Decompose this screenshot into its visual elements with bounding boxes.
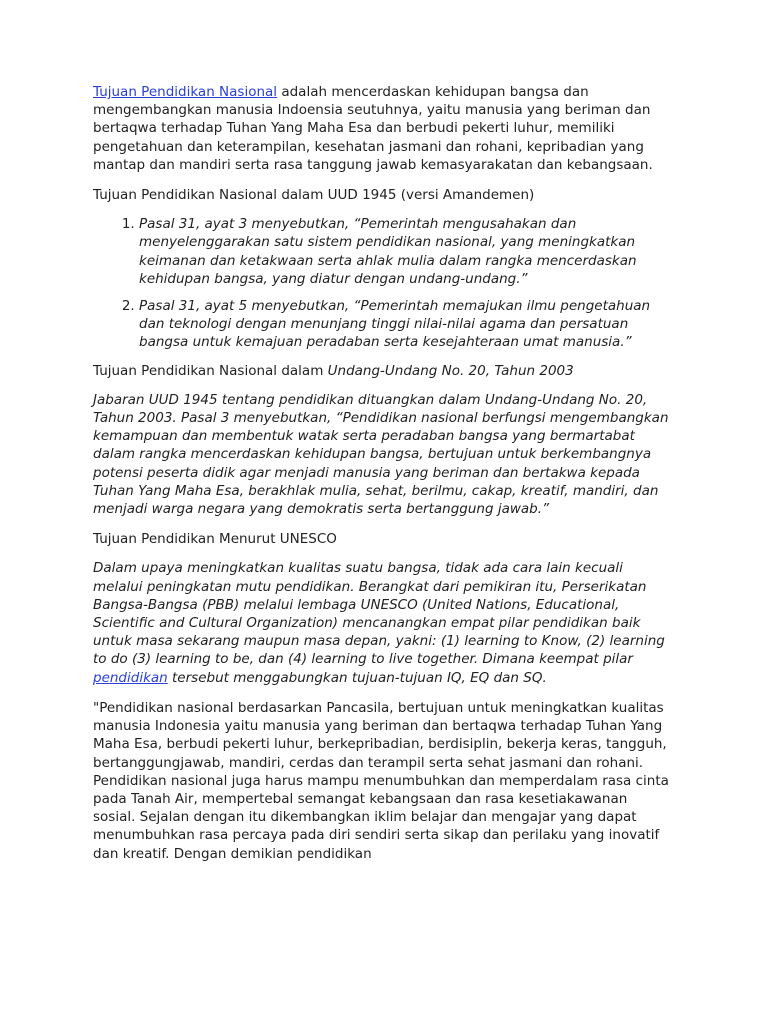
unesco-paragraph	[93, 559, 673, 686]
pasal-list	[93, 215, 673, 351]
tujuan-pendidikan-nasional-link[interactable]: Tujuan Pendidikan Nasional	[93, 84, 278, 100]
heading-uu-italic: Undang-Undang No. 20, Tahun 2003	[327, 362, 574, 379]
heading-uu-2003	[93, 362, 673, 380]
heading-unesco: Tujuan Pendidikan Menurut UNESCO	[93, 531, 337, 548]
intro-paragraph	[93, 83, 673, 174]
intro-text: adalah mencerdaskan kehidupan bangsa dan mengembangkan manusia Indoensia seutuhnya, yaitu manusia yang beriman dan bertaqwa terhadap Tuhan Yang Maha Esa dan berbudi pekerti luhur, memiliki pengetahuan dan keterampilan, kesehatan jasmani dan rohani, kepribadian yang mantap dan mandiri serta rasa tanggung jawab kemasyarakatan dan kebangsaan.	[93, 84, 653, 173]
closing-paragraph: "Pendidikan nasional berdasarkan Pancasila, bertujuan untuk meningkatkan kualitas manusia Indonesia yaitu manusia yang beriman dan bertaqwa terhadap Tuhan Yang Maha Esa, berbudi pekerti luhur, berkepribadian, berdisiplin, bekerja keras, tangguh, bertanggungjawab, mandiri, cerdas dan terampil serta sehat jasmani dan rohani. Pendidikan nasional juga harus mampu menumbuhkan dan memperdalam rasa cinta pada Tanah Air, mempertebal semangat kebangsaan dan rasa kesetiakawanan sosial. Sejalan dengan itu dikembangkan iklim belajar dan mengajar yang dapat menumbuhkan rasa percaya pada diri sendiri serta sikap dan perilaku yang inovatif dan kreatif. Dengan demikian pendidikan	[93, 699, 669, 862]
list-item: 2. Pasal 31, ayat 5 menyebutkan, “Pemerintah memajukan ilmu pengetahuan dan teknologi dengan menunjang tinggi nilai-nilai agama dan persatuan bangsa untuk kemajuan peradaban serta kesejahteraan umat manusia.”	[139, 297, 673, 352]
unesco-text-after: tersebut menggabungkan tujuan-tujuan IQ, EQ dan SQ.	[167, 669, 547, 686]
heading-uud-1945: Tujuan Pendidikan Nasional dalam UUD 1945 (versi Amandemen)	[93, 187, 535, 204]
list-item: 1. Pasal 31, ayat 3 menyebutkan, “Pemerintah mengusahakan dan menyelenggarakan satu sistem pendidikan nasional, yang meningkatkan keimanan dan ketakwaan serta ahlak mulia dalam rangka mencerdaskan kehidupan bangsa, yang diatur dengan undang-undang.”	[139, 215, 673, 288]
heading-uu-prefix: Tujuan Pendidikan Nasional dalam	[93, 362, 328, 379]
document-page	[93, 83, 673, 874]
pendidikan-link[interactable]: pendidikan	[93, 669, 168, 686]
uu-2003-paragraph: Jabaran UUD 1945 tentang pendidikan dituangkan dalam Undang-Undang No. 20, Tahun 2003. Pasal 3 menyebutkan, “Pendidikan nasional berfungsi mengembangkan kemampuan dan membentuk watak serta peradaban bangsa yang bermartabat dalam rangka mencerdaskan kehidupan bangsa, bertujuan untuk berkembangnya potensi peserta didik agar menjadi manusia yang beriman dan bertakwa kepada Tuhan Yang Maha Esa, berakhlak mulia, sehat, berilmu, cakap, kreatif, mandiri, dan menjadi warga negara yang demokratis serta bertanggung jawab.”	[93, 391, 669, 518]
unesco-text-before: Dalam upaya meningkatkan kualitas suatu bangsa, tidak ada cara lain kecuali melalui peningkatan mutu pendidikan. Berangkat dari pemikiran itu, Perserikatan Bangsa-Bangsa (PBB) melalui lembaga UNESCO (United Nations, Educational, Scientific and Cultural Organization) mencanangkan empat pilar pendidikan baik untuk masa sekarang maupun masa depan, yakni: (1) learning to Know, (2) learning to do (3) learning to be, dan (4) learning to live together. Dimana keempat pilar	[93, 560, 665, 668]
